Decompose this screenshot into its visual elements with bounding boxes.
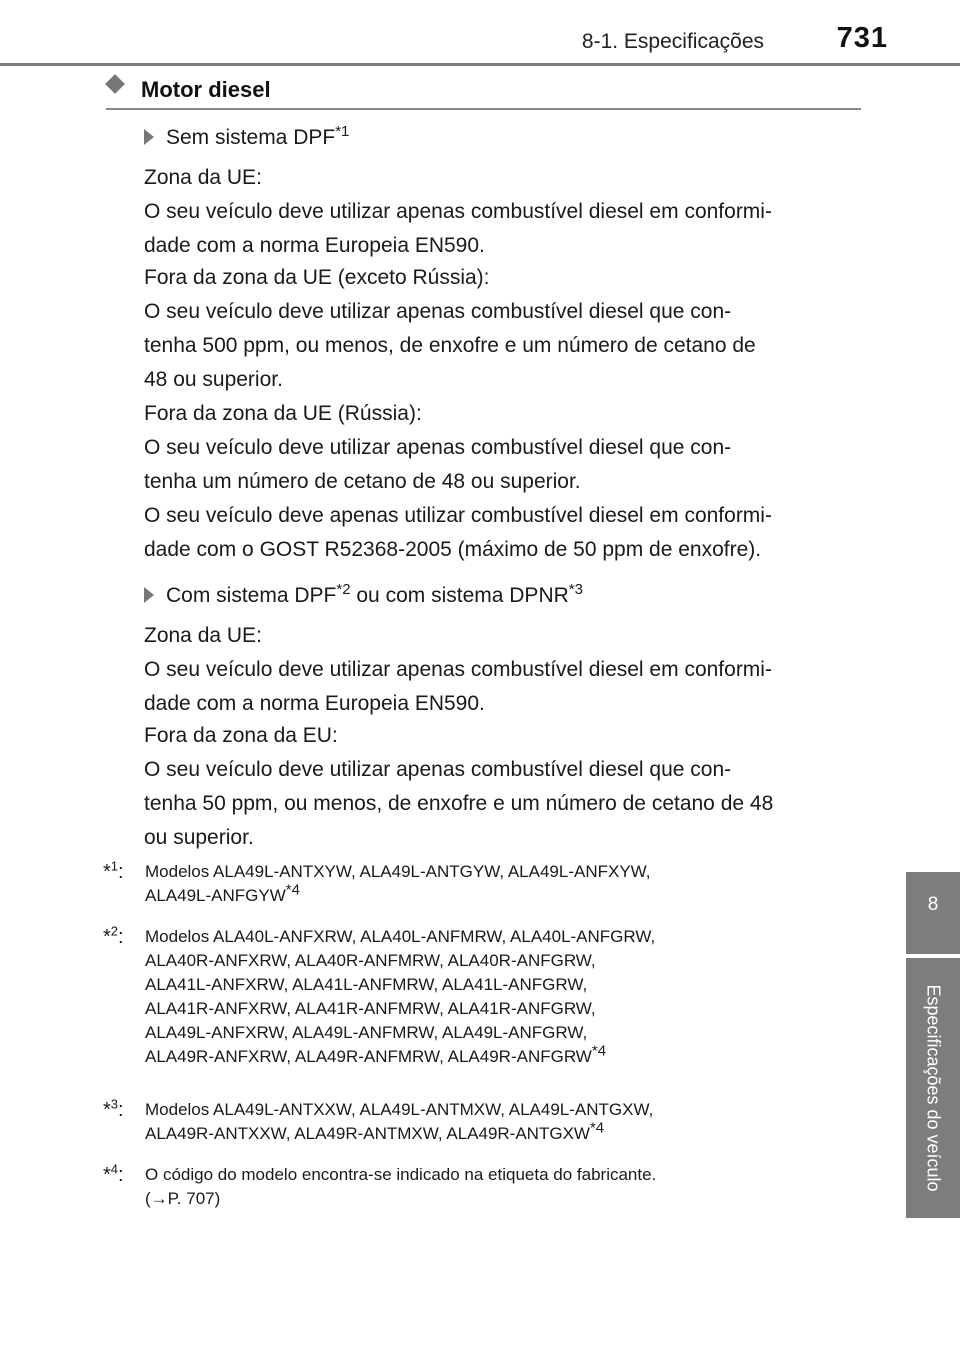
paragraph-line: O seu veículo deve utilizar apenas combustível diesel que con- — [144, 300, 732, 323]
header-divider — [0, 63, 960, 66]
chapter-title-tab[interactable] — [906, 958, 960, 1218]
paragraph-line: tenha 50 ppm, ou menos, de enxofre e um número de cetano de 48 — [144, 792, 774, 815]
footnote-marker: *$^2$: — [103, 923, 124, 948]
footnote-line: Modelos ALA49L-ANTXYW, ALA49L-ANTGYW, ALA49L-ANFXYW, — [145, 862, 651, 881]
subsection-heading-without-dpf — [144, 123, 350, 150]
paragraph-line: Fora da zona da UE (Rússia): — [144, 402, 422, 425]
paragraph-line: O seu veículo deve utilizar apenas combustível diesel em conformi- — [144, 200, 772, 223]
footnote-number: 2 — [110, 923, 119, 939]
footnote-line — [145, 1042, 863, 1069]
footnote-line-text: ALA49R-ANTXXW, ALA49R-ANTMXW, ALA49R-ANTGXW — [145, 1124, 590, 1143]
triangle-bullet-icon — [144, 129, 154, 145]
footnote-3 — [103, 1098, 863, 1146]
paragraph-line: dade com a norma Europeia EN590. — [144, 692, 485, 715]
page-reference-link[interactable]: (→P. 707) — [145, 1189, 221, 1208]
footnote-line: ALA40R-ANFXRW, ALA40R-ANFMRW, ALA40R-ANFGRW, — [145, 951, 596, 970]
paragraph-outside-eu-dpf — [144, 719, 854, 855]
footnote-ref: *1 — [335, 123, 350, 140]
paragraph-eu-zone-dpf — [144, 619, 854, 721]
triangle-bullet-icon — [144, 587, 154, 603]
footnote-ref: *4 — [589, 1119, 605, 1137]
paragraph-outside-eu-except-russia — [144, 261, 854, 397]
paragraph-line: dade com o GOST R52368-2005 (máximo de 50 ppm de enxofre). — [144, 538, 762, 561]
subsection-label: Com sistema DPF — [166, 584, 337, 607]
footnote-line: ALA41R-ANFXRW, ALA41R-ANFMRW, ALA41R-ANFGRW, — [145, 999, 596, 1018]
footnote-line: Modelos ALA49L-ANTXXW, ALA49L-ANTMXW, ALA49L-ANTGXW, — [145, 1100, 654, 1119]
paragraph-russia — [144, 397, 854, 567]
footnote-marker: *$^3$: — [103, 1096, 124, 1121]
footnote-ref: *2 — [336, 581, 351, 598]
section-heading — [106, 74, 861, 110]
paragraph-line: tenha 500 ppm, ou menos, de enxofre e um número de cetano de — [144, 334, 756, 357]
chapter-tab[interactable] — [906, 872, 960, 954]
footnote-line — [145, 1119, 863, 1146]
diamond-icon — [105, 74, 125, 94]
footnote-line-text: ALA49L-ANFGYW — [145, 886, 286, 905]
footnote-4 — [103, 1163, 863, 1211]
running-header-section: 8-1. Especificações — [581, 30, 764, 53]
footnote-2 — [103, 925, 863, 1069]
paragraph-line: Fora da zona da EU: — [144, 724, 338, 747]
chapter-title: Especificações do veículo — [923, 984, 944, 1192]
paragraph-line: 48 ou superior. — [144, 368, 283, 391]
footnote-line: ALA49L-ANFXRW, ALA49L-ANFMRW, ALA49L-ANFGRW, — [145, 1023, 588, 1042]
footnote-1 — [103, 860, 863, 908]
footnote-number: 3 — [110, 1096, 119, 1112]
paragraph-line: Zona da UE: — [144, 166, 262, 189]
footnote-line — [145, 881, 863, 908]
section-title: Motor diesel — [141, 77, 271, 102]
footnote-ref: *3 — [568, 581, 583, 598]
paragraph-eu-zone — [144, 161, 854, 263]
subsection-label-continued: ou com sistema DPNR — [350, 584, 569, 607]
footnote-ref: *4 — [591, 1042, 607, 1060]
footnote-number: 4 — [110, 1161, 119, 1177]
paragraph-line: dade com a norma Europeia EN590. — [144, 234, 485, 257]
asterisk: * — [103, 926, 111, 948]
page-number: 731 — [836, 22, 888, 54]
footnote-line-text: ALA49R-ANFXRW, ALA49R-ANFMRW, ALA49R-ANFGRW — [145, 1047, 592, 1066]
paragraph-line: O seu veículo deve utilizar apenas combustível diesel em conformi- — [144, 658, 772, 681]
footnote-line: Modelos ALA40L-ANFXRW, ALA40L-ANFMRW, ALA40L-ANFGRW, — [145, 927, 656, 946]
paragraph-line: tenha um número de cetano de 48 ou superior. — [144, 470, 581, 493]
paragraph-line: O seu veículo deve utilizar apenas combustível diesel que con- — [144, 758, 732, 781]
subsection-label: Sem sistema DPF — [166, 126, 336, 149]
asterisk: * — [103, 1164, 111, 1186]
footnote-number: 1 — [110, 858, 119, 874]
chapter-number: 8 — [927, 894, 939, 915]
footnote-marker: *$^4$: — [103, 1161, 124, 1186]
paragraph-line: O seu veículo deve apenas utilizar combustível diesel em conformi- — [144, 504, 772, 527]
paragraph-line: ou superior. — [144, 826, 254, 849]
subsection-heading-with-dpf — [144, 581, 583, 608]
paragraph-line: Zona da UE: — [144, 624, 262, 647]
paragraph-line: O seu veículo deve utilizar apenas combustível diesel que con- — [144, 436, 732, 459]
asterisk: * — [103, 861, 111, 883]
asterisk: * — [103, 1099, 111, 1121]
footnote-line: O código do modelo encontra-se indicado na etiqueta do fabricante. — [145, 1165, 657, 1184]
paragraph-line: Fora da zona da UE (exceto Rússia): — [144, 266, 490, 289]
footnote-line: ALA41L-ANFXRW, ALA41L-ANFMRW, ALA41L-ANFGRW, — [145, 975, 588, 994]
footnote-marker: *$^1$: — [103, 858, 124, 883]
footnote-ref: *4 — [285, 881, 300, 899]
